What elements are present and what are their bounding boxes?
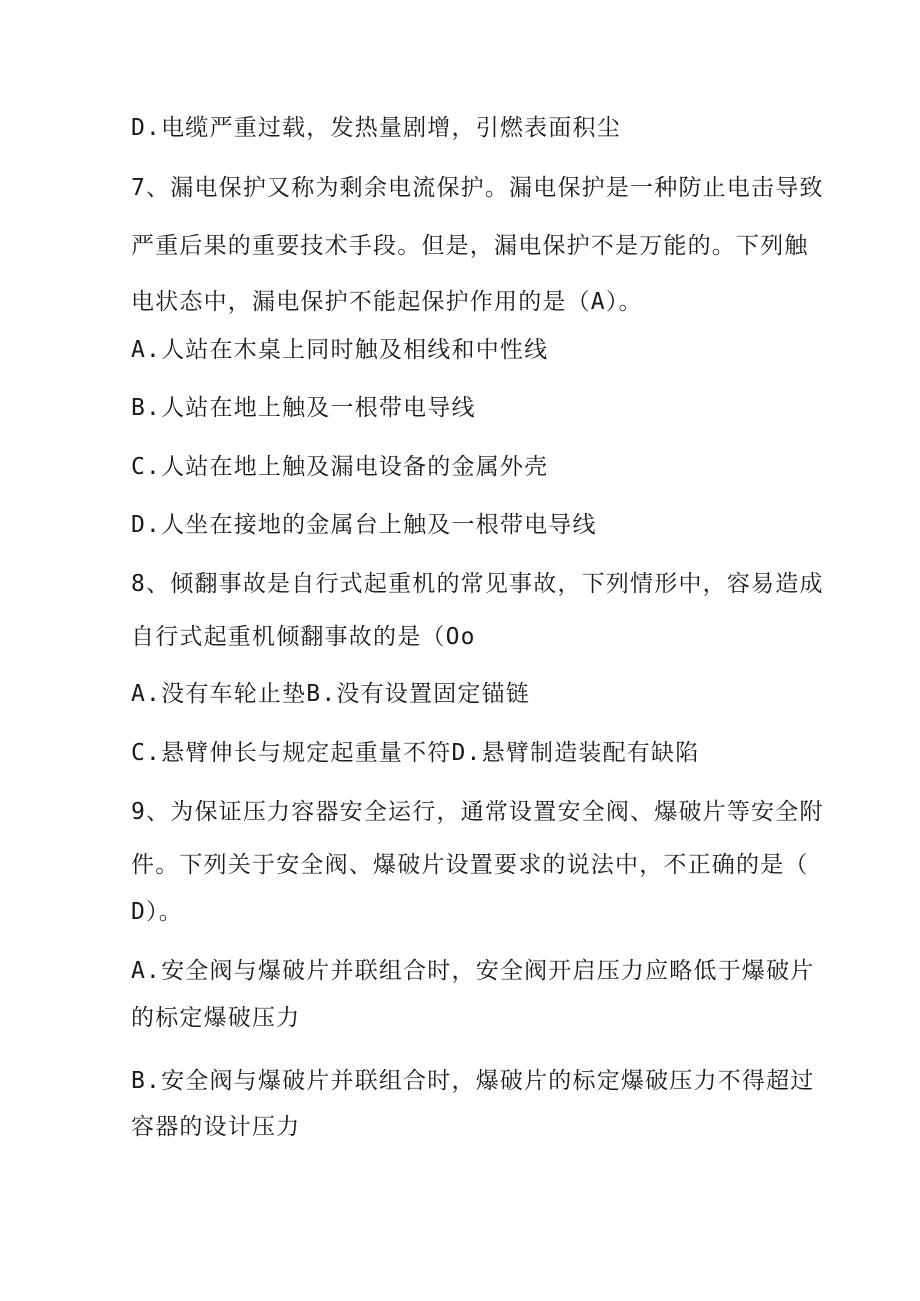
question-7-line-1: 7、漏电保护又称为剩余电流保护。漏电保护是一种防止电击导致 — [131, 175, 824, 201]
options-8cd: C.悬臂伸长与规定起重量不符D.悬臂制造装配有缺陷 — [131, 740, 700, 766]
option-9a-line-2: 的标定爆破压力 — [131, 1005, 301, 1031]
option-6d: D.电缆严重过载，发热量剧增，引燃表面积尘 — [131, 115, 621, 141]
option-9b-line-1: B.安全阀与爆破片并联组合时，爆破片的标定爆破压力不得超过 — [131, 1068, 815, 1094]
question-8-line-2: 自行式起重机倾翻事故的是（Oo — [131, 624, 476, 650]
option-9b-line-2: 容器的设计压力 — [131, 1114, 301, 1140]
option-7b: B.人站在地上触及一根带电导线 — [131, 395, 476, 421]
option-9a-line-1: A.安全阀与爆破片并联组合时，安全阀开启压力应略低于爆破片 — [131, 958, 815, 984]
option-7a: A.人站在木桌上同时触及相线和中性线 — [131, 337, 549, 363]
option-7d: D.人坐在接地的金属台上触及一根带电导线 — [131, 512, 597, 538]
question-9-line-3: D）。 — [131, 899, 183, 925]
question-7-line-2: 严重后果的重要技术手段。但是，漏电保护不是万能的。下列触 — [131, 233, 809, 259]
options-8ab: A.没有车轮止垫B.没有设置固定锚链 — [131, 681, 530, 707]
question-9-line-2: 件。下列关于安全阀、爆破片设置要求的说法中，不正确的是（ — [131, 852, 809, 878]
question-9-line-1: 9、为保证压力容器安全运行，通常设置安全阀、爆破片等安全附 — [131, 799, 824, 825]
option-7c: C.人站在地上触及漏电设备的金属外壳 — [131, 454, 549, 480]
question-7-line-3: 电状态中，漏电保护不能起保护作用的是（A）。 — [131, 289, 643, 315]
question-8-line-1: 8、倾翻事故是自行式起重机的常见事故，下列情形中，容易造成 — [131, 571, 824, 597]
